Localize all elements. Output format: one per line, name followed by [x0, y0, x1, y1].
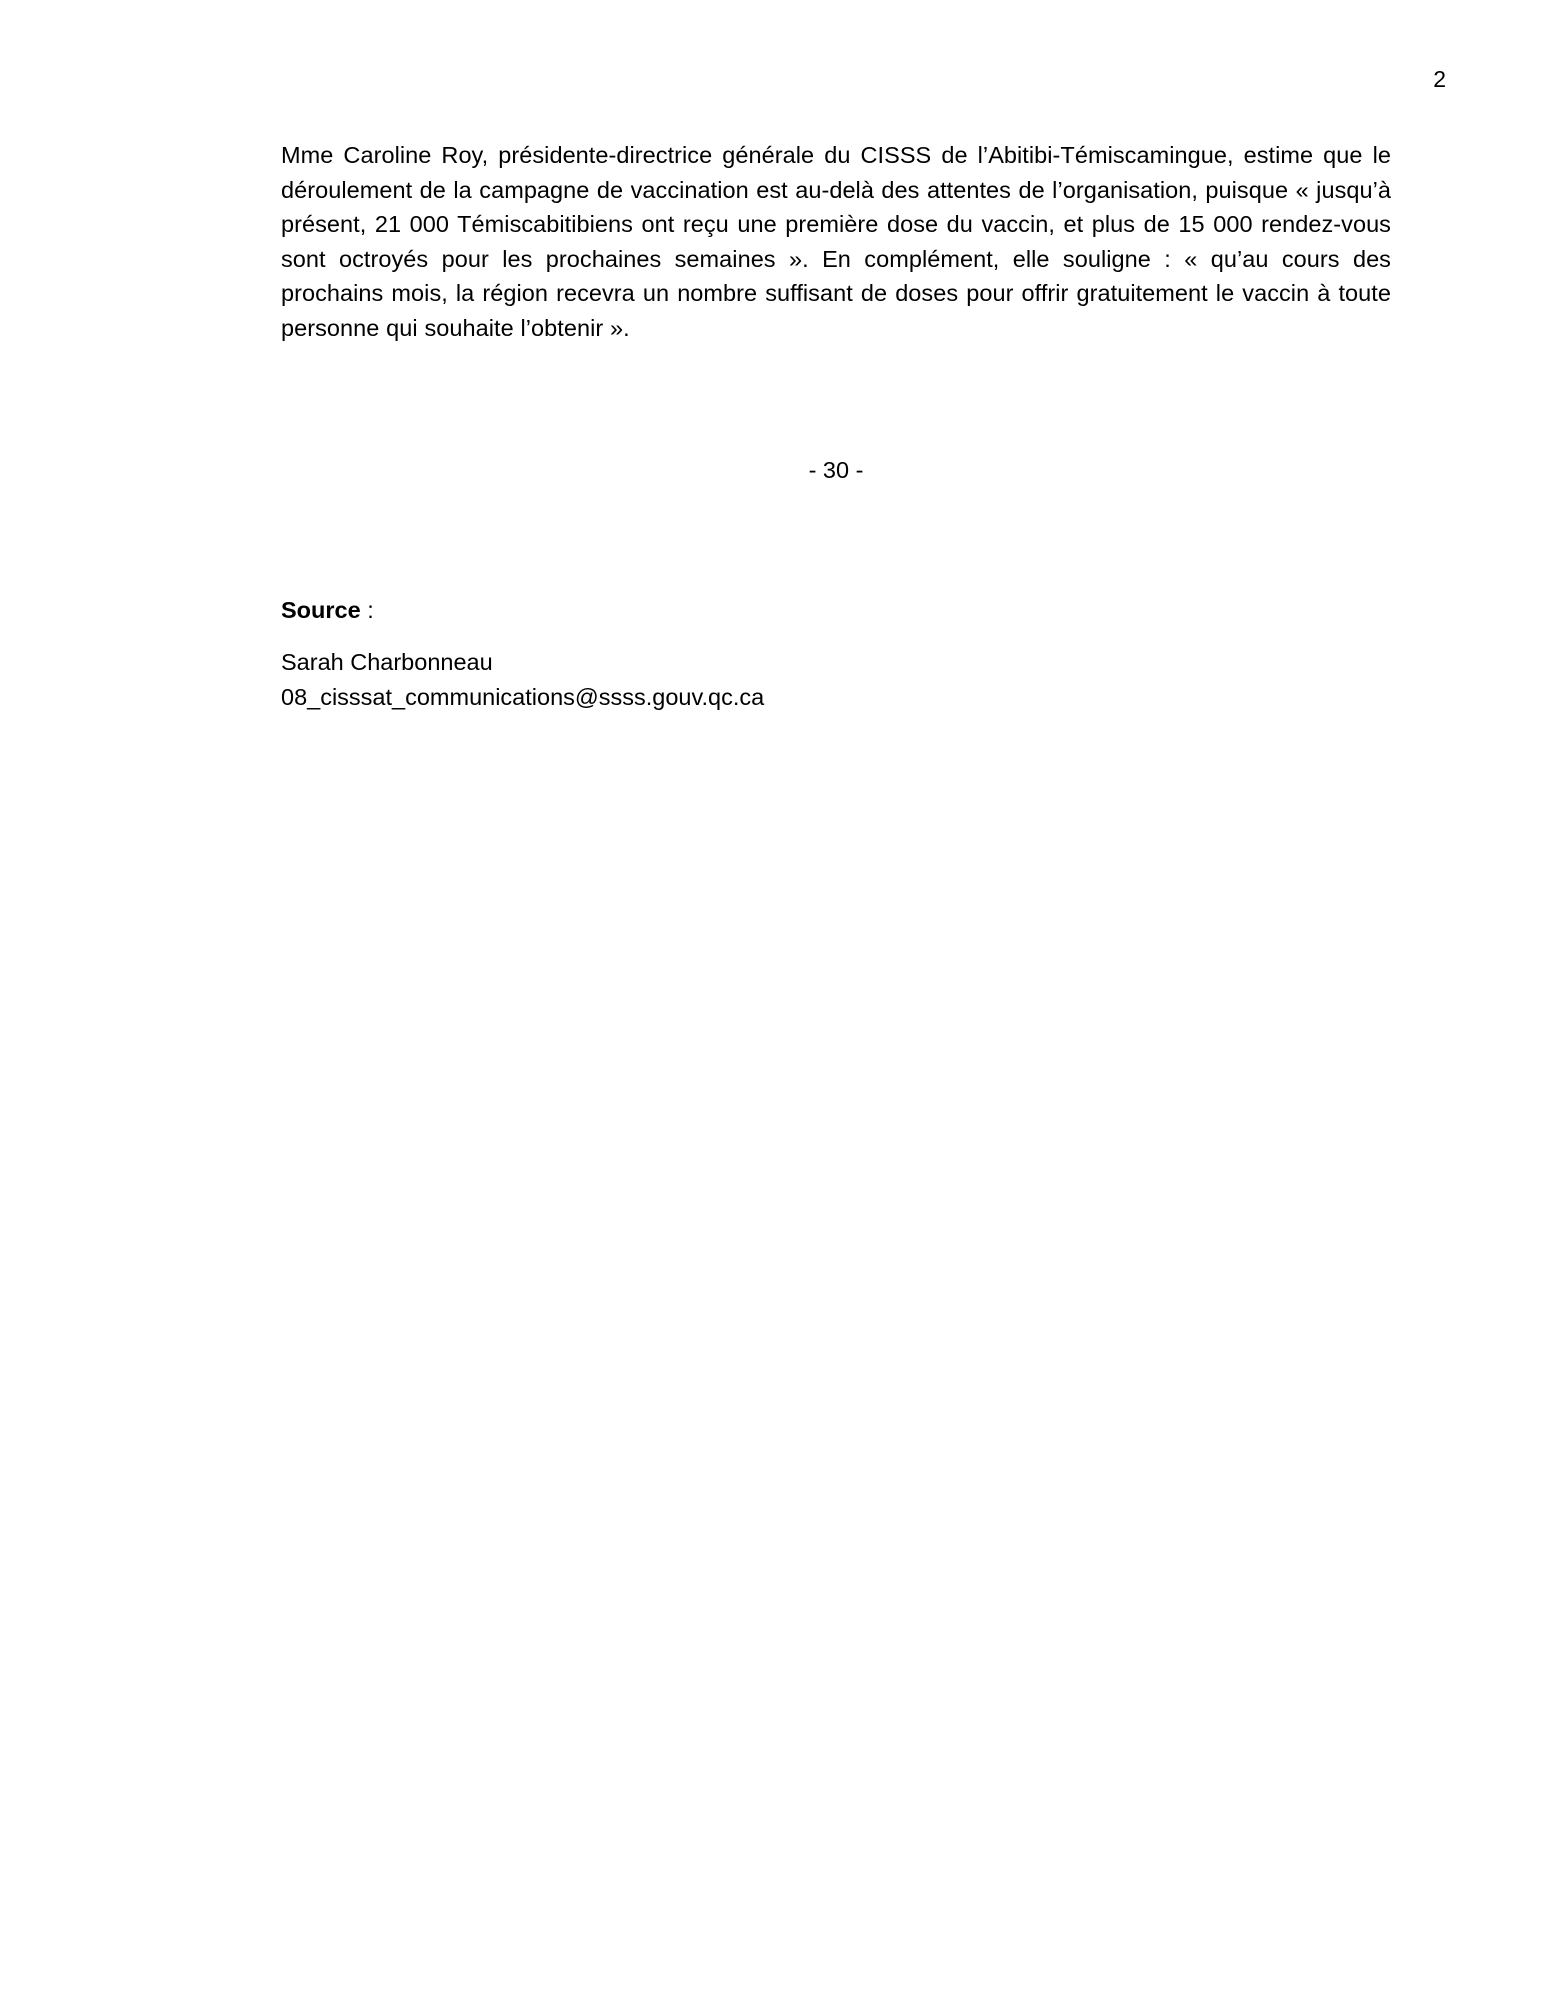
source-heading-label: Source: [281, 596, 361, 623]
source-block: [281, 593, 1391, 715]
source-heading: [281, 593, 1391, 628]
source-contact-email: 08_cisssat_communications@ssss.gouv.qc.ca: [281, 683, 765, 710]
source-heading-suffix: :: [360, 596, 374, 623]
end-of-release-mark: - 30 -: [808, 457, 864, 483]
document-content: [281, 138, 1391, 714]
body-paragraph: Mme Caroline Roy, présidente-directrice générale du CISSS de l’Abitibi-Témiscamingue, estime que le déroulement de la campagne de vaccination est au-delà des attentes de l’organisation, puisque « jusqu’à présent, 21 000 Témiscabitibiens ont reçu une première dose du vaccin, et plus de 15 000 rendez-vous sont octroyés pour les prochaines semaines ». En complément, elle souligne : « qu’au cours des prochains mois, la région recevra un nombre suffisant de doses pour offrir gratuitement le vaccin à toute personne qui souhaite l’obtenir ».: [281, 142, 1391, 341]
source-contact-name: Sarah Charbonneau: [281, 649, 493, 675]
page-number: 2: [1433, 66, 1446, 92]
